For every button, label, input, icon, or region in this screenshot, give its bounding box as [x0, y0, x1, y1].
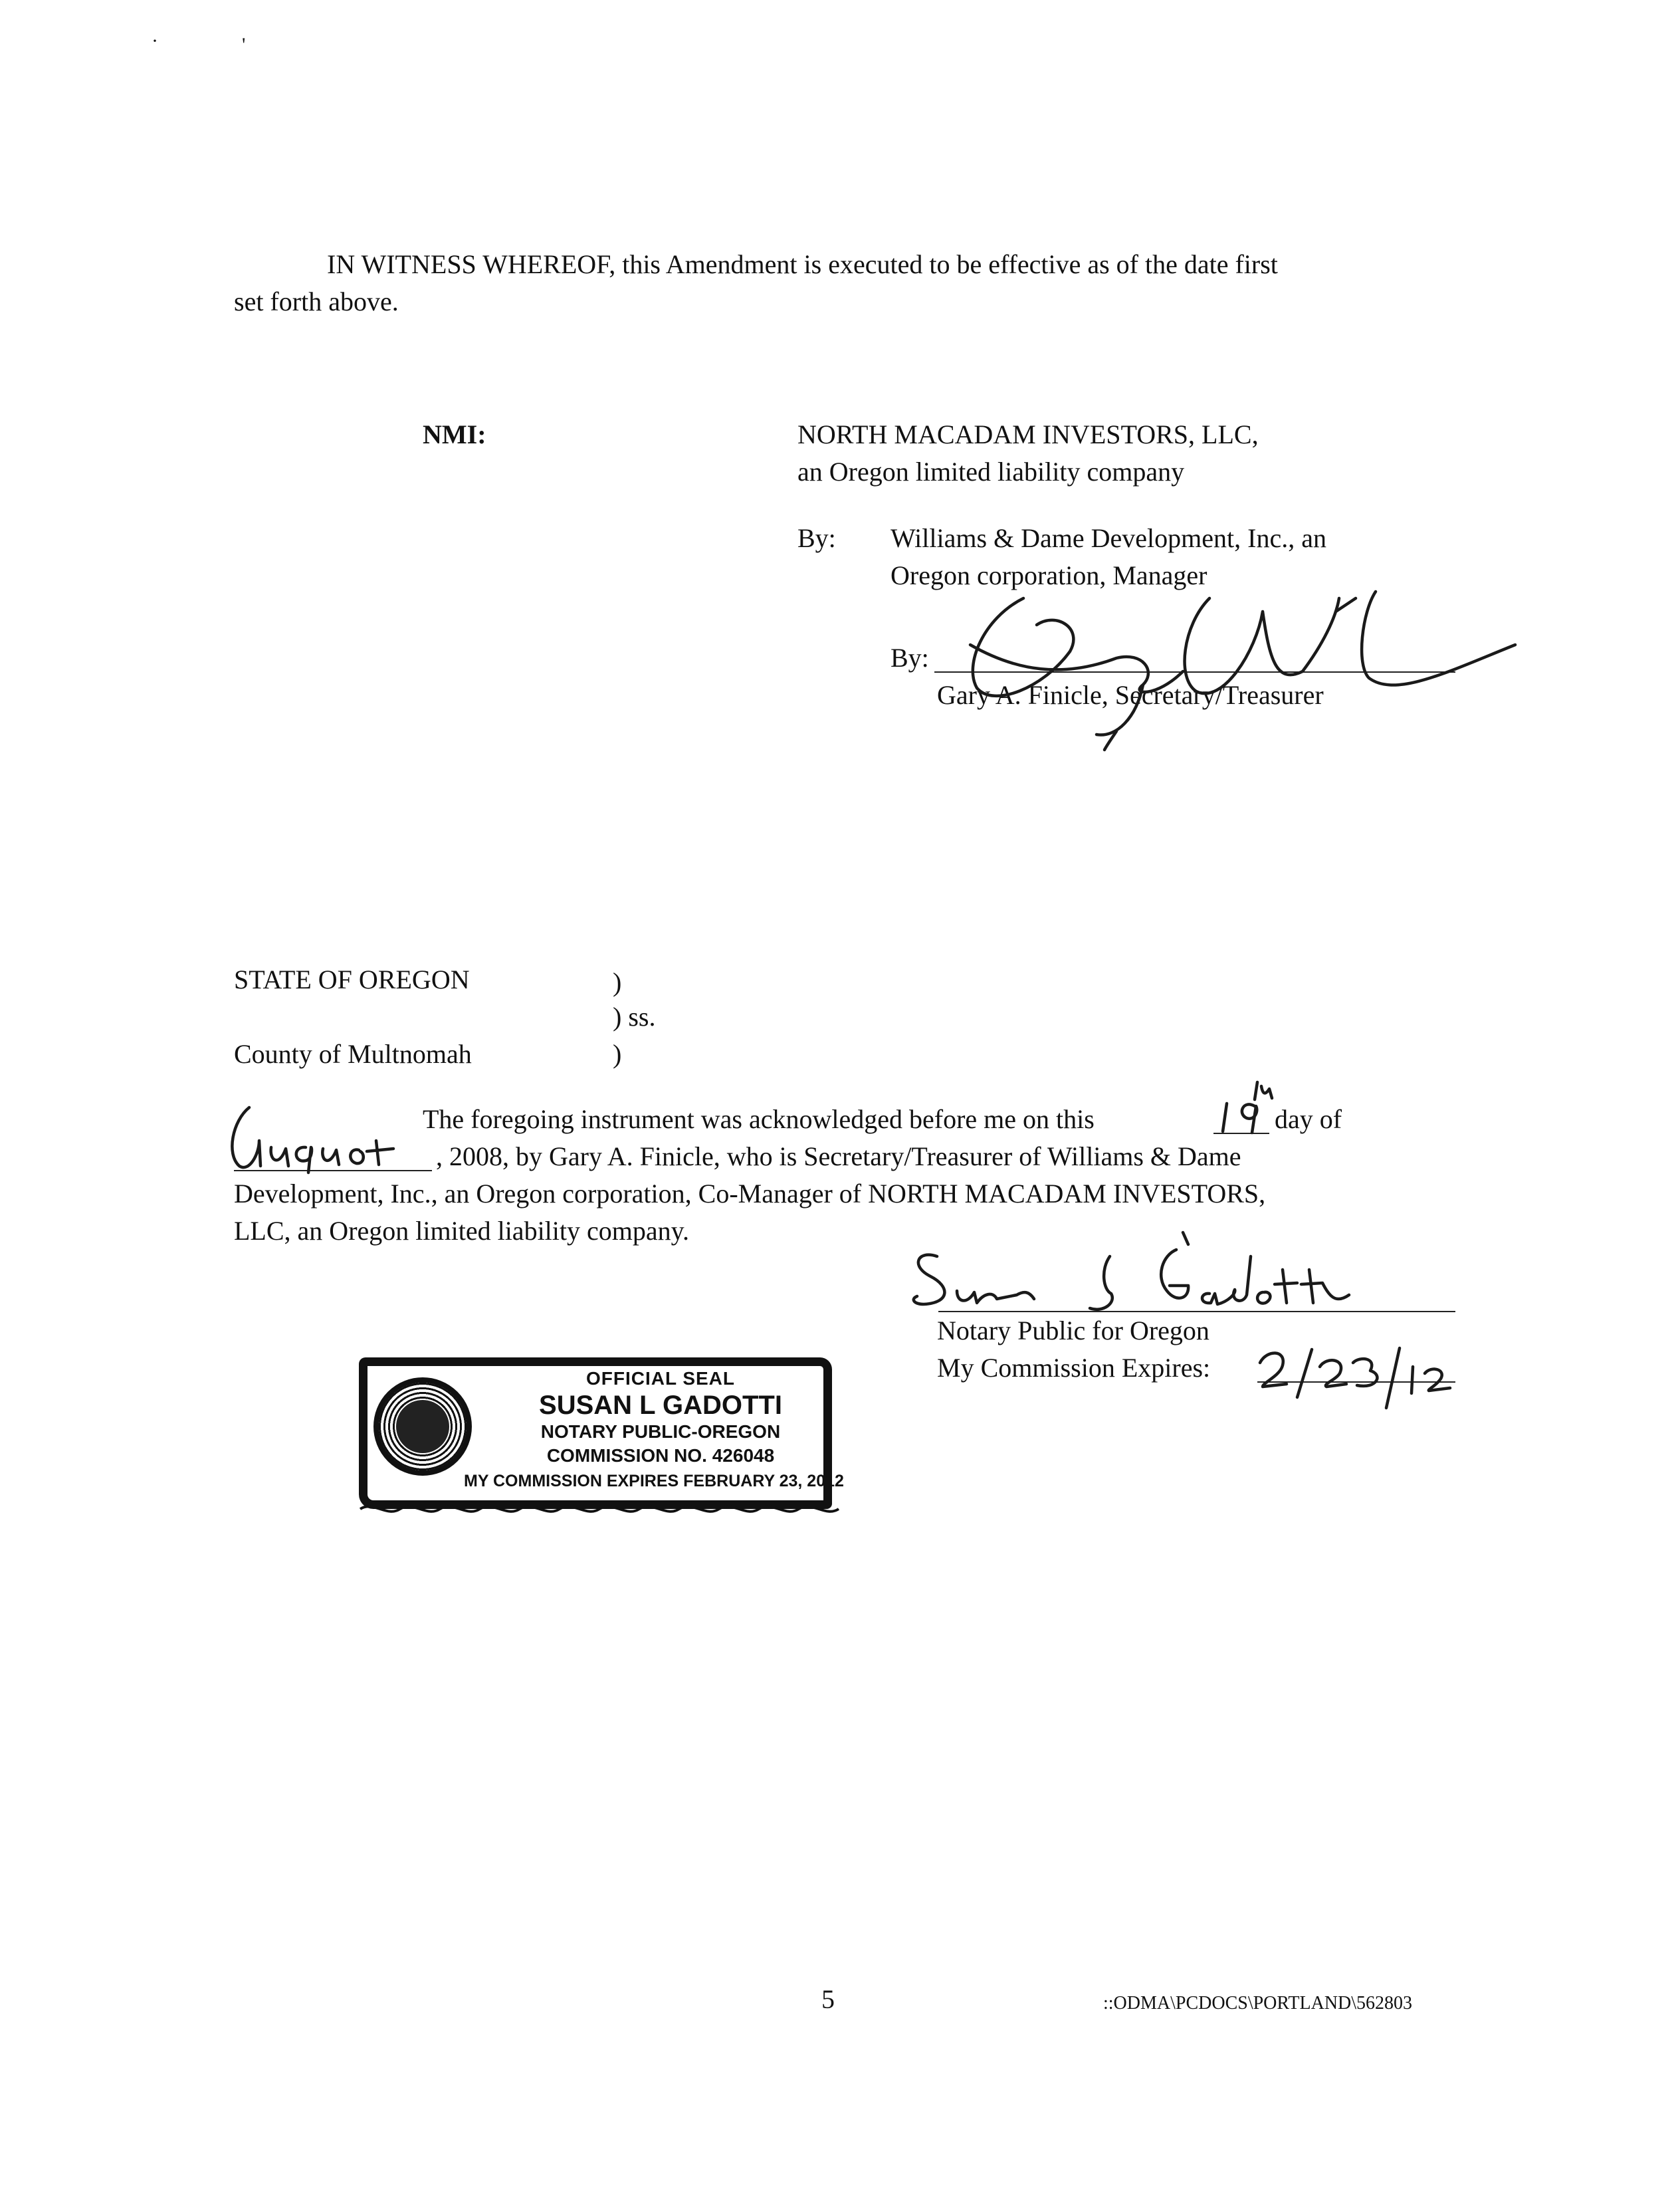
- ack-line-4: LLC, an Oregon limited liability company.: [234, 1216, 690, 1246]
- company-description: an Oregon limited liability company: [797, 457, 1185, 487]
- ack-line-3: Development, Inc., an Oregon corporation, Co-Manager of NORTH MACADAM INVESTORS,: [234, 1179, 1266, 1209]
- notary-official-seal-stamp: [354, 1351, 845, 1522]
- venue-state: STATE OF OREGON: [234, 965, 470, 994]
- stamp-rope-border: [354, 1500, 845, 1518]
- venue-paren-3: ): [613, 1039, 622, 1069]
- stamp-commission-number: COMMISSION NO. 426048: [546, 1445, 775, 1466]
- by-2-label: By:: [891, 643, 929, 673]
- ack-line-1: The foregoing instrument was acknowledged before me on this: [423, 1104, 1095, 1134]
- stamp-official-seal: OFFICIAL SEAL: [585, 1368, 736, 1389]
- venue-county: County of Multnomah: [234, 1039, 472, 1069]
- company-name: NORTH MACADAM INVESTORS, LLC,: [797, 419, 1259, 449]
- scan-tick-mark: ': [242, 34, 246, 56]
- signer-name-title: Gary A. Finicle, Secretary/Treasurer: [937, 680, 1324, 710]
- venue-paren-1: ): [613, 967, 622, 997]
- stamp-notary-public: NOTARY PUBLIC-OREGON: [540, 1421, 781, 1442]
- stamp-notary-name: SUSAN L GADOTTI: [539, 1391, 782, 1420]
- party-label: NMI:: [423, 419, 486, 449]
- state-seal-emblem: [373, 1377, 472, 1476]
- witness-line-2: set forth above.: [234, 287, 399, 316]
- ack-line-2: , 2008, by Gary A. Finicle, who is Secretary/Treasurer of Williams & Dame: [436, 1141, 1241, 1171]
- stamp-commission-expires: MY COMMISSION EXPIRES FEBRUARY 23, 2012: [464, 1472, 844, 1490]
- handwritten-signature-finicle: [944, 572, 1515, 751]
- handwritten-month: [219, 1094, 439, 1174]
- witness-line-1: IN WITNESS WHEREOF, this Amendment is executed to be effective as of the date first: [327, 249, 1278, 279]
- ack-day-of: day of: [1275, 1104, 1342, 1134]
- manager-line-2: Oregon corporation, Manager: [891, 560, 1208, 590]
- handwritten-expiration-date: [1253, 1336, 1453, 1409]
- handwritten-notary-signature: [910, 1230, 1429, 1316]
- notary-signature-line: [938, 1311, 1455, 1312]
- document-id: ::ODMA\PCDOCS\PORTLAND\562803: [1103, 1993, 1413, 2014]
- commission-expires-label: My Commission Expires:: [937, 1353, 1211, 1383]
- handwritten-day: [1215, 1080, 1281, 1135]
- scan-dot-mark: ·: [152, 30, 158, 52]
- page-number: 5: [821, 1984, 835, 2014]
- by-label: By:: [797, 523, 836, 553]
- venue-ss: ) ss.: [613, 1002, 656, 1032]
- notary-title: Notary Public for Oregon: [937, 1316, 1209, 1345]
- manager-line-1: Williams & Dame Development, Inc., an: [891, 523, 1326, 553]
